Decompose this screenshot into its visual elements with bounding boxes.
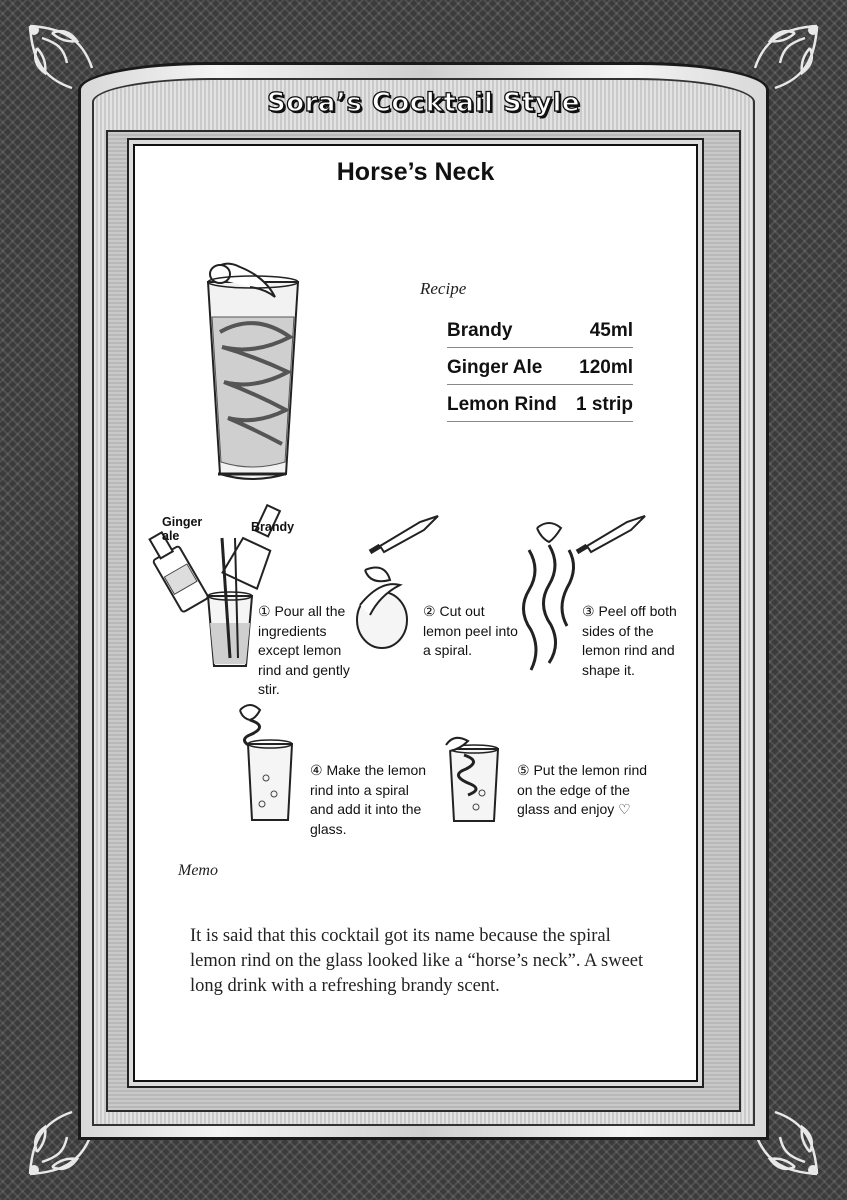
brandy-label: Brandy — [251, 520, 295, 534]
step-number: ⑤ — [517, 762, 530, 778]
ingredient-amount: 45ml — [589, 320, 633, 341]
step-number: ② — [423, 603, 436, 619]
step-description: Put the lemon rind on the edge of the glass and enjoy ♡ — [517, 762, 648, 817]
step-number: ④ — [310, 762, 323, 778]
page-header-title: Sora’s Cocktail Style — [266, 88, 580, 118]
recipe-ingredient-row — [447, 314, 633, 348]
memo-text: It is said that this cocktail got its name because the spiral lemon rind on the glass looked like a “horse’s neck”. A sweet long drink with a refreshing brandy scent. — [190, 926, 644, 996]
step-5-illustration — [436, 735, 516, 827]
step-4-illustration — [232, 700, 302, 826]
step-5-text — [517, 761, 662, 820]
step-description: Peel off both sides of the lemon rind and shape it. — [582, 603, 677, 678]
step-3-text — [582, 602, 682, 680]
step-1-text — [258, 602, 356, 700]
step-4-text — [310, 761, 432, 839]
step-description: Make the lemon rind into a spiral and add it into the glass. — [310, 762, 427, 837]
recipe-ingredient-row — [447, 388, 633, 422]
ingredient-name: Brandy — [447, 320, 513, 341]
ingredient-name: Ginger Ale — [447, 357, 543, 378]
step-description: Cut out lemon peel into a spiral. — [423, 603, 518, 658]
step-description: Pour all the ingredients except lemon rind and gently stir. — [258, 603, 350, 697]
ingredient-amount: 120ml — [579, 357, 633, 378]
cocktail-title: Horse’s Neck — [336, 158, 495, 186]
highball-glass-illustration — [190, 262, 310, 487]
memo-label: Memo — [178, 862, 218, 879]
recipe-ingredient-row — [447, 351, 633, 385]
step-number: ① — [258, 603, 271, 619]
step-2-text — [423, 602, 523, 661]
ingredient-name: Lemon Rind — [447, 394, 557, 415]
ginger-ale-label: Ginger ale — [162, 515, 203, 543]
recipe-label: Recipe — [420, 279, 467, 298]
step-number: ③ — [582, 603, 595, 619]
ingredient-amount: 1 strip — [575, 394, 633, 415]
